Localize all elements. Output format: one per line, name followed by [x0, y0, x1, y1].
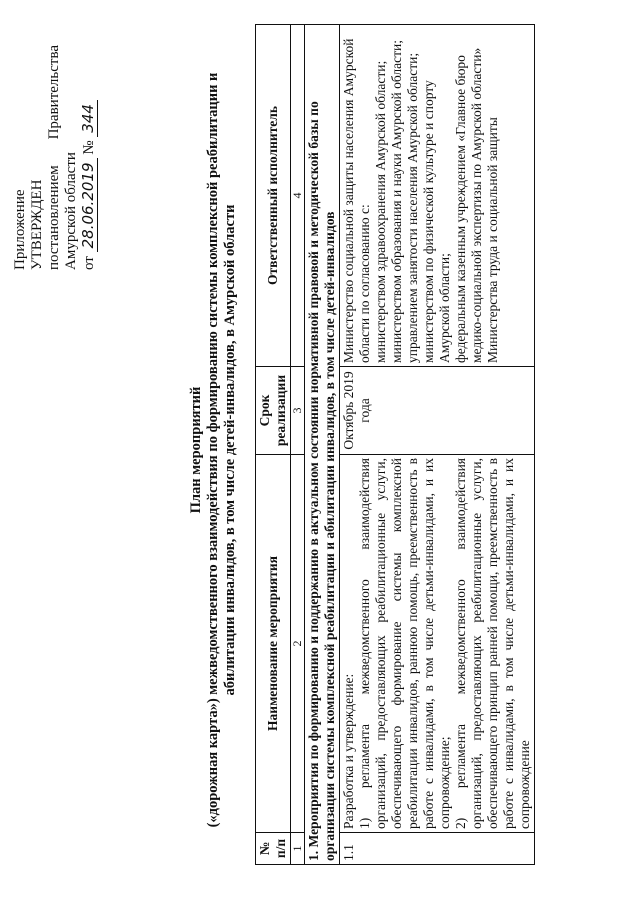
table-row [340, 25, 535, 865]
header-executor: Ответственный исполнитель [256, 25, 291, 367]
executor-line: министерством по физической культуре и спорту Амурской области; [421, 80, 452, 363]
number-prefix: № [81, 140, 97, 155]
date-prefix: от [81, 256, 97, 270]
section-row [305, 25, 340, 865]
plan-table [255, 24, 535, 865]
column-number: 4 [291, 25, 305, 367]
executor-line: управлением занятости населения Амурской области; [405, 52, 420, 363]
decree-date-line [80, 10, 98, 270]
header-name: Наименование мероприятия [256, 455, 291, 833]
title-line-2: («дорожная карта») межведомственного взаимодействия по формированию системы комплексной реабилитации и [205, 72, 221, 828]
executor-line: Министерство социальной защиты населения Амурской области по согласованию с: [341, 38, 372, 363]
approval-block [12, 10, 98, 270]
decree-line [46, 45, 63, 270]
column-number: 3 [291, 367, 305, 455]
executor-line: Министерства труда и социальной защиты [485, 117, 500, 363]
title-line-3: абилитации инвалидов, в том числе детей-инвалидов, в Амурской области [222, 204, 238, 696]
measure-paragraph: Разработка и утверждение: [341, 673, 356, 829]
section-title: 1. Мероприятия по формированию и поддержанию в актуальном состоянии нормативной правовой и методической базы по организации системы комплексной реабилитации и абилитации инвалидов, в том числе детей-инвалидов [305, 25, 340, 865]
executor-cell [340, 25, 535, 367]
decree-prefix: постановлением [46, 165, 62, 270]
document-title [188, 55, 239, 845]
measure-cell [340, 455, 535, 833]
handwritten-date: 28.06.2019 [79, 159, 98, 253]
row-number: 1.1 [340, 833, 535, 865]
executor-line: федеральным казенным учреждением «Главное бюро медико-социальной экспертизы по Амурской области» [453, 47, 484, 363]
government-label: Правительства [46, 45, 62, 140]
term-cell: Октябрь 2019 года [340, 367, 535, 455]
measure-paragraph: 2) регламента межведомственного взаимодействия организаций, предоставляющих реабилитационные услуги, обеспечивающего принцип ранней помощи, преемственность в работе с инвалидами, в том числе детьми-инвалидами, и их сопровождение [453, 458, 532, 829]
column-number-row [291, 25, 305, 865]
column-number: 2 [291, 455, 305, 833]
executor-line: министерством здравоохранения Амурской области; [373, 60, 388, 363]
header-num: № п/п [256, 833, 291, 865]
measure-paragraph: 1) регламента межведомственного взаимодействия организаций, предоставляющих реабилитационные услуги, обеспечивающего формирование системы комплексной реабилитации инвалидов, раннюю помощь, преемственность в работе с инвалидами, в том числе детьми-инвалидами, и их сопровождение; [357, 458, 452, 829]
column-number: 1 [291, 833, 305, 865]
region-label: Амурской области [63, 152, 79, 270]
approved-label: УТВЕРЖДЕН [29, 179, 45, 270]
table-header-row [256, 25, 291, 865]
header-term: Срок реализации [256, 367, 291, 455]
executor-line: министерством образования и науки Амурской области; [389, 40, 404, 363]
handwritten-number: 344 [79, 100, 98, 137]
title-line-1: План мероприятий [188, 386, 204, 514]
appendix-label: Приложение [12, 189, 28, 270]
